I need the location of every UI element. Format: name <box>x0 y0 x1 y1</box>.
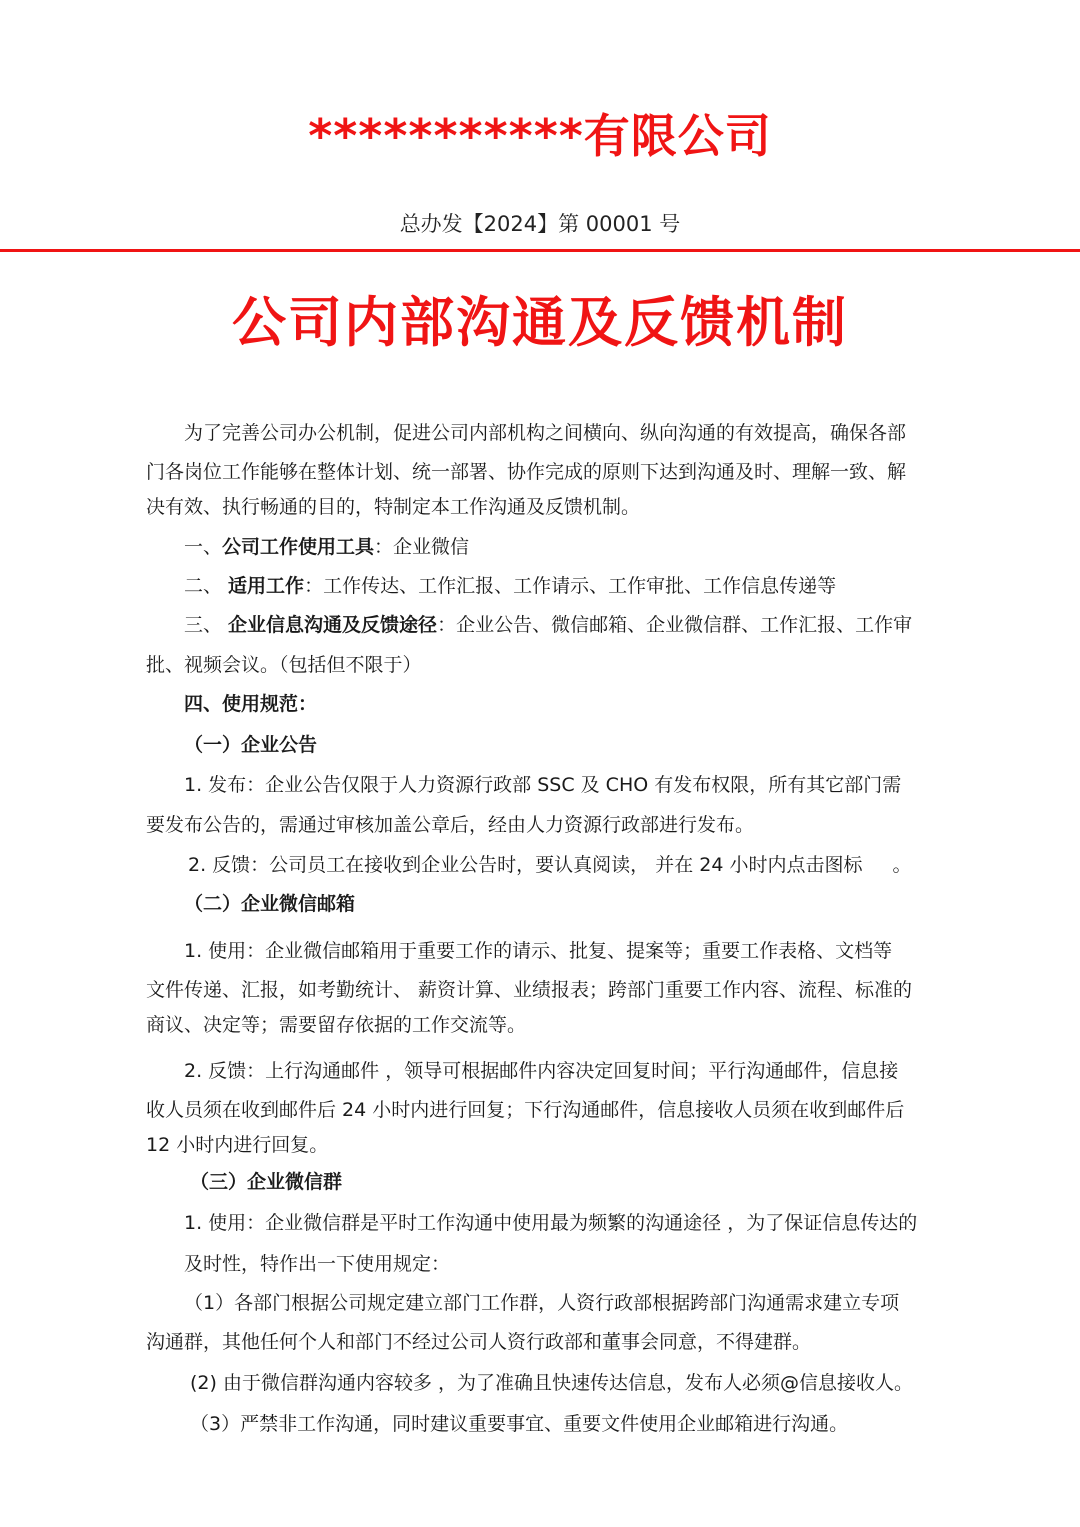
announcement-publish-line-2: 要发布公告的，需通过审核加盖公章后，经由人力资源行政部进行发布。 <box>146 814 755 836</box>
group-usage-line-1: 1. 使用：企业微信群是平时工作沟通中使用最为频繁的沟通途径 ，为了保证信息传达的 <box>184 1212 918 1234</box>
item-tools-prefix: 一、 <box>184 536 223 558</box>
item-scope-prefix: 二、 <box>184 575 229 597</box>
intro-line-1: 为了完善公司办公机制，促进公司内部机构之间横向、纵向沟通的有效提高，确保各部 <box>184 422 907 444</box>
group-rule-3: （3）严禁非工作沟通，同时建议重要事宜、重要文件使用企业邮箱进行沟通。 <box>190 1413 849 1435</box>
item-tools <box>184 534 976 560</box>
group-rule-1-line-1: （1）各部门根据公司规定建立部门工作群，人资行政部根据跨部门沟通需求建立专项 <box>184 1292 900 1314</box>
section-announcement-heading: （一）企业公告 <box>184 734 318 756</box>
email-feedback-line-1: 2. 反馈：上行沟通邮件 ，领导可根据邮件内容决定回复时间；平行沟通邮件，信息接 <box>184 1060 899 1082</box>
red-divider <box>0 249 1080 252</box>
email-usage-line-3: 商议、决定等；需要留存依据的工作交流等。 <box>146 1014 527 1036</box>
group-rule-2: (2) 由于微信群沟通内容较多 ，为了准确且快速传达信息，发布人必须@信息接收人。 <box>190 1372 913 1394</box>
item-scope-label: 适用工作 <box>228 575 305 597</box>
item-channels-cont: 批、视频会议。（包括但不限于） <box>146 654 422 676</box>
item-channels-text: ：企业公告、微信邮箱、企业微信群、工作汇报、工作审 <box>437 614 913 636</box>
email-usage-line-2: 文件传递、汇报，如考勤统计、 薪资计算、业绩报表；跨部门重要工作内容、流程、标准的 <box>146 979 913 1001</box>
acknowledge-icon <box>862 857 892 875</box>
item-usage-heading: 四、使用规范： <box>184 693 318 715</box>
document-number: 总办发【2024】第 00001 号 <box>399 212 681 236</box>
item-channels <box>184 612 976 638</box>
announcement-feedback-text: 2. 反馈：公司员工在接收到企业公告时，要认真阅读， 并在 24 小时内点击图标 <box>188 854 863 876</box>
section-email-heading: （二）企业微信邮箱 <box>184 893 356 915</box>
item-tools-label: 公司工作使用工具 <box>222 536 375 558</box>
company-name: ***********有限公司 <box>308 109 772 163</box>
group-rule-1-line-2: 沟通群，其他任何个人和部门不经过公司人资行政部和董事会同意，不得建群。 <box>146 1331 812 1353</box>
item-channels-label: 企业信息沟通及反馈途径 <box>228 614 438 636</box>
email-feedback-line-2: 收人员须在收到邮件后 24 小时内进行回复；下行沟通邮件，信息接收人员须在收到邮件后 <box>146 1099 905 1121</box>
item-channels-prefix: 三、 <box>184 614 229 636</box>
item-scope <box>184 573 976 599</box>
announcement-feedback-end: 。 <box>892 854 912 876</box>
document-title: 公司内部沟通及反馈机制 <box>232 291 848 354</box>
intro-line-2: 门各岗位工作能够在整体计划、统一部署、协作完成的原则下达到沟通及时、理解一致、解 <box>146 461 907 483</box>
item-tools-text: ：企业微信 <box>374 536 470 558</box>
email-feedback-line-3: 12 小时内进行回复。 <box>146 1134 329 1156</box>
item-scope-text: ：工作传达、工作汇报、工作请示、工作审批、工作信息传递等 <box>304 575 837 597</box>
section-group-heading: （三）企业微信群 <box>190 1171 343 1193</box>
announcement-feedback <box>188 852 980 878</box>
email-usage-line-1: 1. 使用：企业微信邮箱用于重要工作的请示、批复、提案等；重要工作表格、文档等 <box>184 940 893 962</box>
announcement-publish-line-1: 1. 发布：企业公告仅限于人力资源行政部 SSC 及 CHO 有发布权限，所有其它部门需 <box>184 774 902 796</box>
intro-line-3: 决有效、执行畅通的目的，特制定本工作沟通及反馈机制。 <box>146 496 641 518</box>
group-usage-line-2: 及时性，特作出一下使用规定： <box>184 1253 451 1275</box>
